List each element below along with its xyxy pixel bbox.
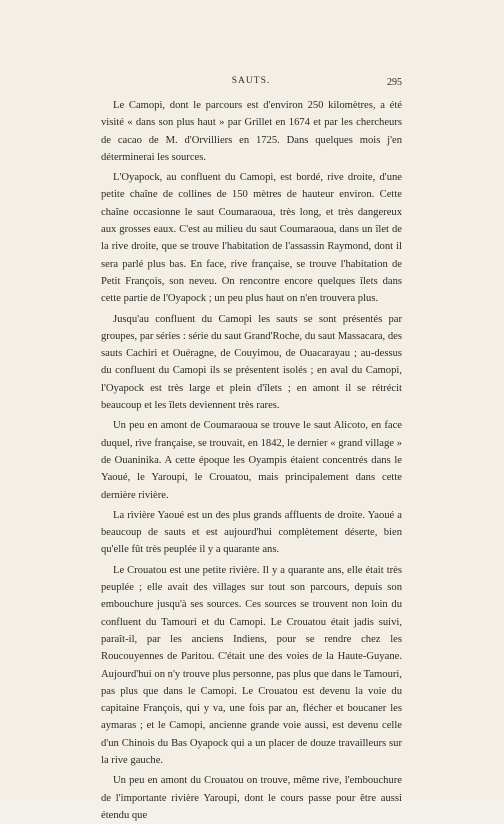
- paragraph: Le Camopi, dont le parcours est d'environ 250 kilomètres, a été visité « dans son plus haut » par Grillet en 1674 et par les chercheurs de cacao de M. d'Orvilliers en 1725. Dans quelques mois j'en déterminerai les sources.: [101, 100, 402, 163]
- paragraph: L'Oyapock, au confluent du Camopi, est bordé, rive droite, d'une petite chaîne de collines de 150 mètres de hauteur environ. Cette chaîne occasionne le saut Coumaraoua, très long, et très dangereux aux grosses eaux. C'est au milieu du saut Coumaraoua, dans un îlet de la rive droite, que se trouve l'habitation de l'assassin Raymond, dont il sera parlé plus bas. En face, rive française, se trouve l'habitation de Petit François, son neveu. On rencontre encore quelques îlets dans cette partie de l'Oyapock ; un peu plus haut on n'en trouvera plus.: [101, 172, 402, 305]
- paragraph: Le Crouatou est une petite rivière. Il y a quarante ans, elle était très peuplée ; elle avait des villages sur tout son parcours, depuis son embouchure jusqu'à ses sources. Ces sources se trouvent non loin du confluent du Tamouri et du Camopi. Le Crouatou était jadis suivi, paraît-il, par les anciens Indiens, pour se rendre chez les Roucouyennes de Paritou. C'était une des voies de la Haute-Guyane. Aujourd'hui on n'y trouve plus personne, pas plus que dans le Tamouri, pas plus que dans le Camopi. Le Crouatou est devenu la voie du capitaine François, qui y va, une fois par an, flécher et boucaner les aymaras ; et le Camopi, ancienne grande voie aussi, est devenu celle d'un Chinois du Bas Oyapock qui a un placer de douze travailleurs sur la rive gauche.: [101, 564, 402, 766]
- page-number: 295: [387, 77, 402, 88]
- paragraph: Jusqu'au confluent du Camopi les sauts se sont présentés par groupes, par séries : série du saut Grand'Roche, du saut Massacara, des sauts Cachiri et Ouéragne, de Couyimou, de Ouacarayau ; au-dessus du confluent du Camopi ils se présentent isolés ; en aval du Camopi, l'Oyapock est très large et plein d'îlets ; en amont il se rétrécit beaucoup et les îlets deviennent très rares.: [101, 313, 402, 412]
- body-text: [101, 97, 402, 824]
- paragraph: Un peu en amont de Coumaraoua se trouve le saut Alicoto, en face duquel, rive française, se trouvait, en 1842, le dernier « grand village » de Ouaninika. A cette époque les Oyampis étaient concentrés dans le Yaoué, le Yaroupi, le Crouatou, mais principalement dans cette dernière rivière.: [101, 420, 402, 501]
- paragraph: Un peu en amont du Crouatou on trouve, même rive, l'embouchure de l'importante rivière Yaroupi, dont le cours passe pour être aussi étendu que: [101, 775, 402, 821]
- page-header: [101, 76, 401, 90]
- paragraph: La rivière Yaoué est un des plus grands affluents de droite. Yaoué a beaucoup de sauts et est aujourd'hui complètement déserte, bien qu'elle fût très peuplée il y a quarante ans.: [101, 509, 402, 556]
- running-title: SAUTS.: [231, 76, 271, 86]
